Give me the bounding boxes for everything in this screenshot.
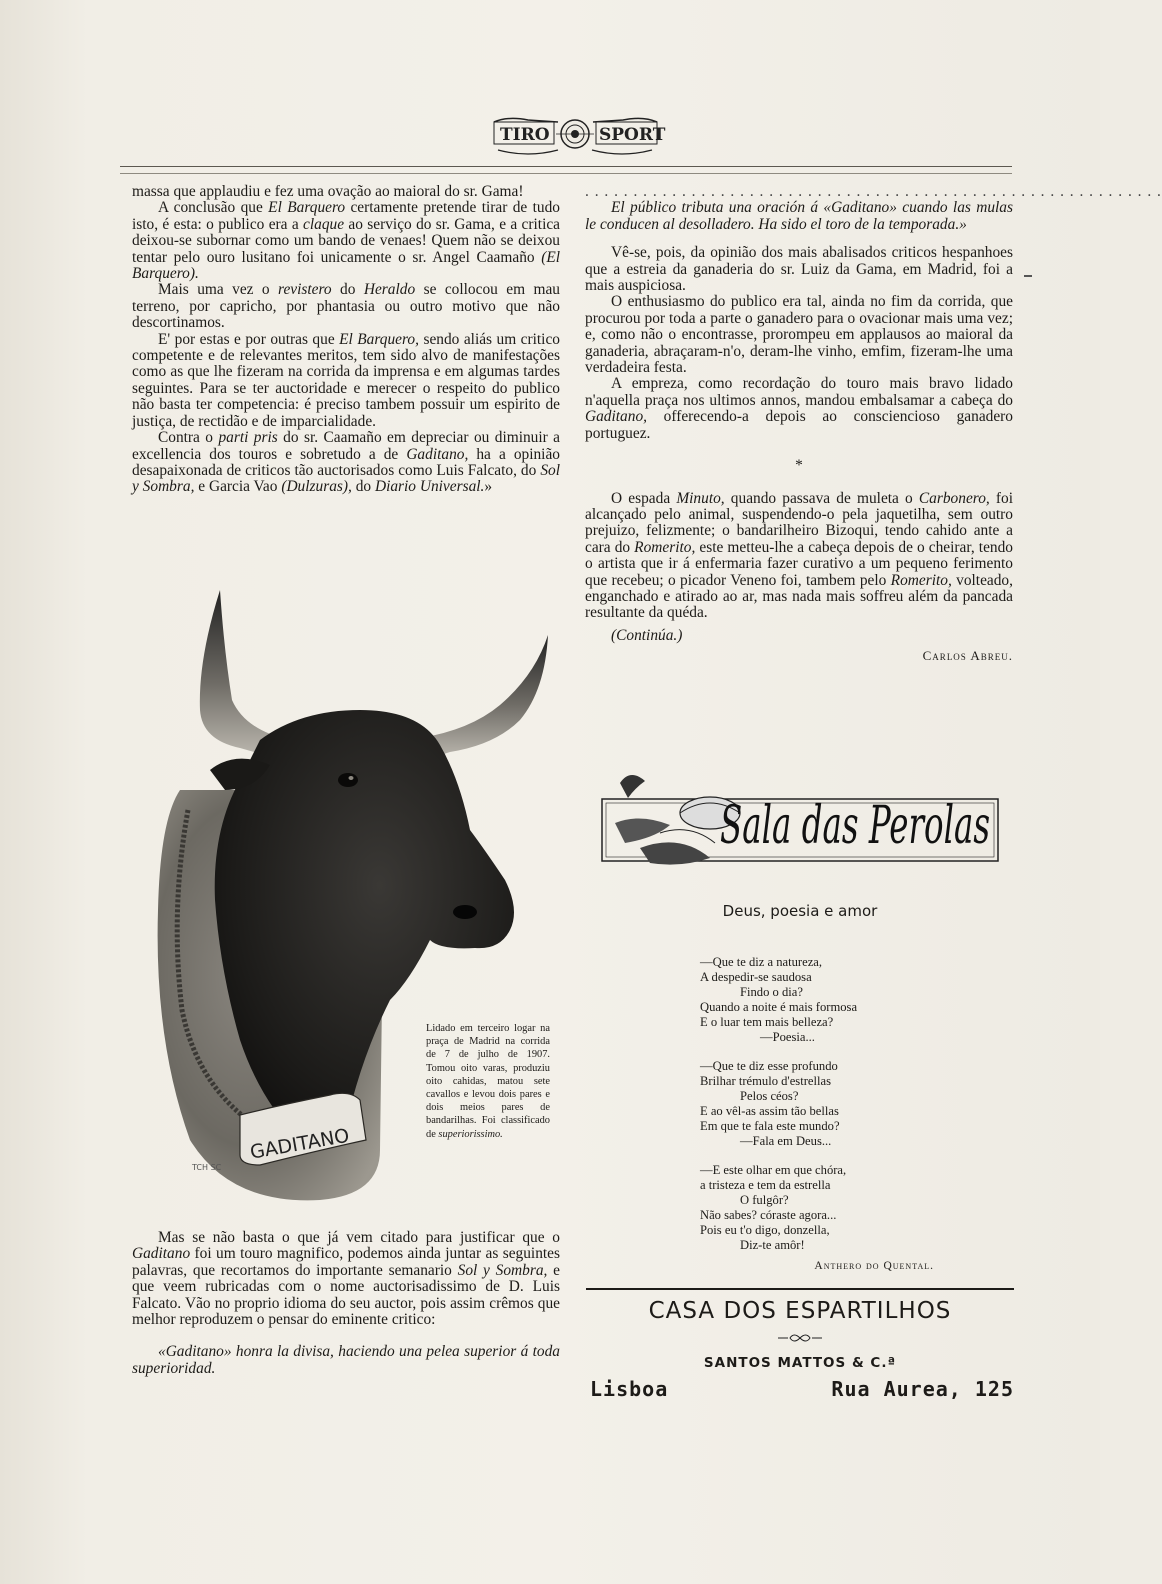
paragraph <box>132 430 560 496</box>
text: El Barquero, <box>339 330 419 348</box>
text: e Garcia Vao <box>194 478 282 496</box>
text: do <box>331 281 364 299</box>
poem-line: Diz-te amôr! <box>740 1238 805 1252</box>
text: O enthusiasmo do publico era tal, ainda no fim da corrida, que procurou por toda a parte o ganadero para o ovacionar mais uma vez; e, como não o encontrasse, prorompeu em applausos ao maioral da ganaderia, abraçaram-n'o, deram-lhe vinho, emfim, fizeram-lhe uma verdadeira festa. <box>585 293 1013 377</box>
caption-text-italic: superiorissimo. <box>438 1128 503 1140</box>
text: parti pris <box>218 429 278 447</box>
left-column-bottom <box>132 1230 560 1377</box>
text: certamente pretende tirar de tudo isto, é esta: o publico era a <box>132 199 560 233</box>
text: O espada <box>611 489 677 507</box>
text: El Barquero <box>268 199 346 217</box>
text: E' por estas e por outras que <box>158 330 340 348</box>
author-signature: Carlos Abreu. <box>922 648 1013 664</box>
text: Gaditano <box>132 1245 191 1263</box>
text: claque <box>303 215 345 233</box>
poem-stanza <box>700 1059 940 1149</box>
poem-line: A despedir-se saudosa <box>700 970 812 984</box>
poem-line: Brilhar trémulo d'estrellas <box>700 1074 831 1088</box>
text: Gaditano, <box>406 445 469 463</box>
poem-line: E o luar tem mais belleza? <box>700 1015 834 1029</box>
text: (Dulzuras), <box>281 478 352 496</box>
masthead-logo <box>488 112 666 162</box>
poem-line: —Poesia... <box>760 1030 815 1044</box>
text: ha a opinião desapaixonada de criticos tão auctorisados como Luis Falcato, do <box>132 445 560 479</box>
poem-line: Em que te fala este mundo? <box>700 1119 840 1133</box>
poem-line: Quando a noite é mais formosa <box>700 1000 858 1014</box>
text: Contra o <box>158 429 219 447</box>
sala-das-perolas-banner <box>600 763 1000 883</box>
text: Carbonero, <box>918 489 990 507</box>
ornament-icon <box>778 1332 822 1344</box>
paragraph <box>132 282 560 331</box>
bull-nostril <box>453 905 477 919</box>
paragraph <box>132 184 560 200</box>
text: El público tributa una oración á «Gaditano» cuando las mulas le conducen al desolladero. Ha sido el toro de la temporada.» <box>585 199 1013 233</box>
bull-eye <box>338 773 358 787</box>
text: foi um touro magnifico, podemos ainda juntar as seguintes palavras, que recortamos do importante semanario <box>132 1245 560 1279</box>
spanish-quote <box>132 1344 560 1377</box>
text: Sol y Sombra, <box>132 461 560 496</box>
text: Romerito, <box>634 538 696 556</box>
caption-text: Lidado em terceiro logar na praça de Madrid na corrida de 7 de julho de 1907. Tomou oito varas, produziu oito cahidas, matou sete cavallos e levou dois pares e dois meios pares de bandarilhas. Foi classificado de <box>426 1023 550 1140</box>
poem-line: —E este olhar em que chóra, <box>700 1163 847 1177</box>
banner-title: Sala das Perolas <box>720 796 990 856</box>
right-horn <box>420 635 548 760</box>
poem <box>700 955 940 1267</box>
text: Mas se não basta o que já vem citado para justificar que o <box>158 1229 560 1246</box>
engraver-signature: TCH SC <box>192 1163 222 1172</box>
spanish-quote-end <box>585 200 1013 233</box>
plaque-name: GADITANO <box>248 1124 352 1164</box>
paragraph <box>132 1230 560 1328</box>
poem-line: E ao vêl-as assim tão bellas <box>700 1104 839 1118</box>
text: revistero <box>278 281 332 299</box>
poem-title: Deus, poesia e amor <box>722 902 878 920</box>
figure-caption <box>426 1022 550 1141</box>
ad-title: CASA DOS ESPARTILHOS <box>648 1298 952 1324</box>
text: Minuto, <box>676 489 725 507</box>
text: do sr. Caamaño em depreciar ou diminuir a excellencia dos touros e sobretudo a de <box>132 429 561 463</box>
text: foi alcançado pelo animal, suspendendo-o pela jaquetilha, sem outro prejuizo, felizmente; o bandarilheiro Bizoqui, tendo cahido ante a cara do <box>585 489 1013 556</box>
continued-note: (Continúa.) <box>611 626 683 644</box>
text: offerecendo-a depois ao consciencioso ganadero portuguez. <box>585 408 1013 442</box>
text: » <box>484 478 493 496</box>
paragraph <box>585 491 1013 622</box>
masthead-tiro: TIRO <box>500 125 550 145</box>
poem-stanza <box>700 1163 940 1253</box>
poem-line: a tristeza e tem da estrella <box>700 1178 831 1192</box>
text: Mais uma vez o <box>158 281 279 299</box>
ad-address: Rua Aurea, 125 <box>831 1377 1014 1401</box>
poem-line: —Que te diz a natureza, <box>700 955 823 969</box>
paragraph <box>132 200 560 282</box>
text: sendo aliás um critico competente e de relevantes meritos, tem sido alvo de manifestações como as que lhe fizeram na corrida da imprensa e em algumas tardes seguintes. Para se ter auctoridade e merecer o respeito do publico não basta ter competencia: é preciso tambem possuir um espirito de justiça, de rectidão e de imparcialidade. <box>132 330 560 430</box>
paragraph <box>585 245 1013 294</box>
text: Romerito, <box>890 571 952 589</box>
poem-line: Findo o dia? <box>740 985 803 999</box>
text: do <box>351 478 375 496</box>
text: se collocou em mau terreno, por capricho, por phantasia ou outro motivo que não descortinamos. <box>132 281 560 332</box>
ad-city: Lisboa <box>590 1377 669 1401</box>
text: A conclusão que <box>158 199 269 217</box>
poem-line: Pois eu t'o digo, donzella, <box>700 1223 830 1237</box>
poem-line: —Fala em Deus... <box>740 1134 832 1148</box>
margin-mark <box>1024 275 1032 277</box>
poem-line: O fulgôr? <box>740 1193 789 1207</box>
text: Gaditano, <box>585 408 647 426</box>
right-column <box>585 183 1162 665</box>
left-column-top <box>132 184 560 496</box>
header-rule <box>120 166 1012 174</box>
paragraph <box>585 294 1013 376</box>
text: Vê-se, pois, da opinião dos mais abalisados criticos hespanhoes que a estreia da ganaderia do sr. Luiz da Gama, em Madrid, foi a mais auspiciosa. <box>585 244 1013 295</box>
poem-line: —Que te diz esse profundo <box>700 1059 838 1073</box>
text: e que veem rubricadas com o nome auctorisadissimo de D. Luis Falcato. Vão no proprio idioma do seu auctor, pois assim crêmos que melhor reproduzem o pensar do eminente critico: <box>132 1261 560 1329</box>
ad-subtitle: SANTOS MATTOS & C.ª <box>703 1355 897 1371</box>
text: (El Barquero). <box>132 248 560 283</box>
text: «Gaditano» honra la divisa, haciendo una pelea superior á toda superioridad. <box>132 1343 560 1377</box>
ad-rule <box>586 1288 1014 1290</box>
text: ao serviço do sr. Gama, e a critica deixou-se subornar como um bando de venaes! Quem não se deixou tentar pelo ouro lusitano foi unicamente o sr. Angel Caamaño <box>132 215 561 266</box>
poem-stanza <box>700 955 940 1045</box>
poem-line: Não sabes? córaste agora... <box>700 1208 837 1222</box>
masthead-sport: SPORT <box>599 125 666 145</box>
paragraph <box>585 376 1013 442</box>
paragraph <box>132 332 560 430</box>
text: Diario Universal. <box>374 478 485 496</box>
poem-line: Pelos céos? <box>740 1089 799 1103</box>
text: Sol y Sombra, <box>457 1261 548 1279</box>
section-separator: * <box>795 457 803 475</box>
text: A empreza, como recordação do touro mais bravo lidado n'aquella praça nos ultimos annos, mandou embalsamar a cabeça do <box>585 375 1013 409</box>
text: este metteu-lhe a cabeça depois de o cheirar, tendo o artista que ir á enfermaria fazer curativo a um pequeno ferimento que recebeu; o picador Veneno foi, tambem pelo <box>585 538 1013 589</box>
text: volteado, enganchado e atirado ao ar, mas nada mais soffreu além da pancada resultante da quéda. <box>585 571 1013 622</box>
poem-author: Anthero do Quental. <box>814 1260 934 1272</box>
text: massa que applaudiu e fez uma ovação ao maioral do sr. Gama! <box>132 183 524 200</box>
text: Heraldo <box>363 281 416 299</box>
ellipsis-line: . . . . . . . . . . . . . . . . . . . . . . . . . . . . . . . . . . . . . . . . . . . . . . . . . . . . . . . . . . . . <box>585 183 1162 200</box>
text: quando passava de muleta o <box>724 489 919 507</box>
